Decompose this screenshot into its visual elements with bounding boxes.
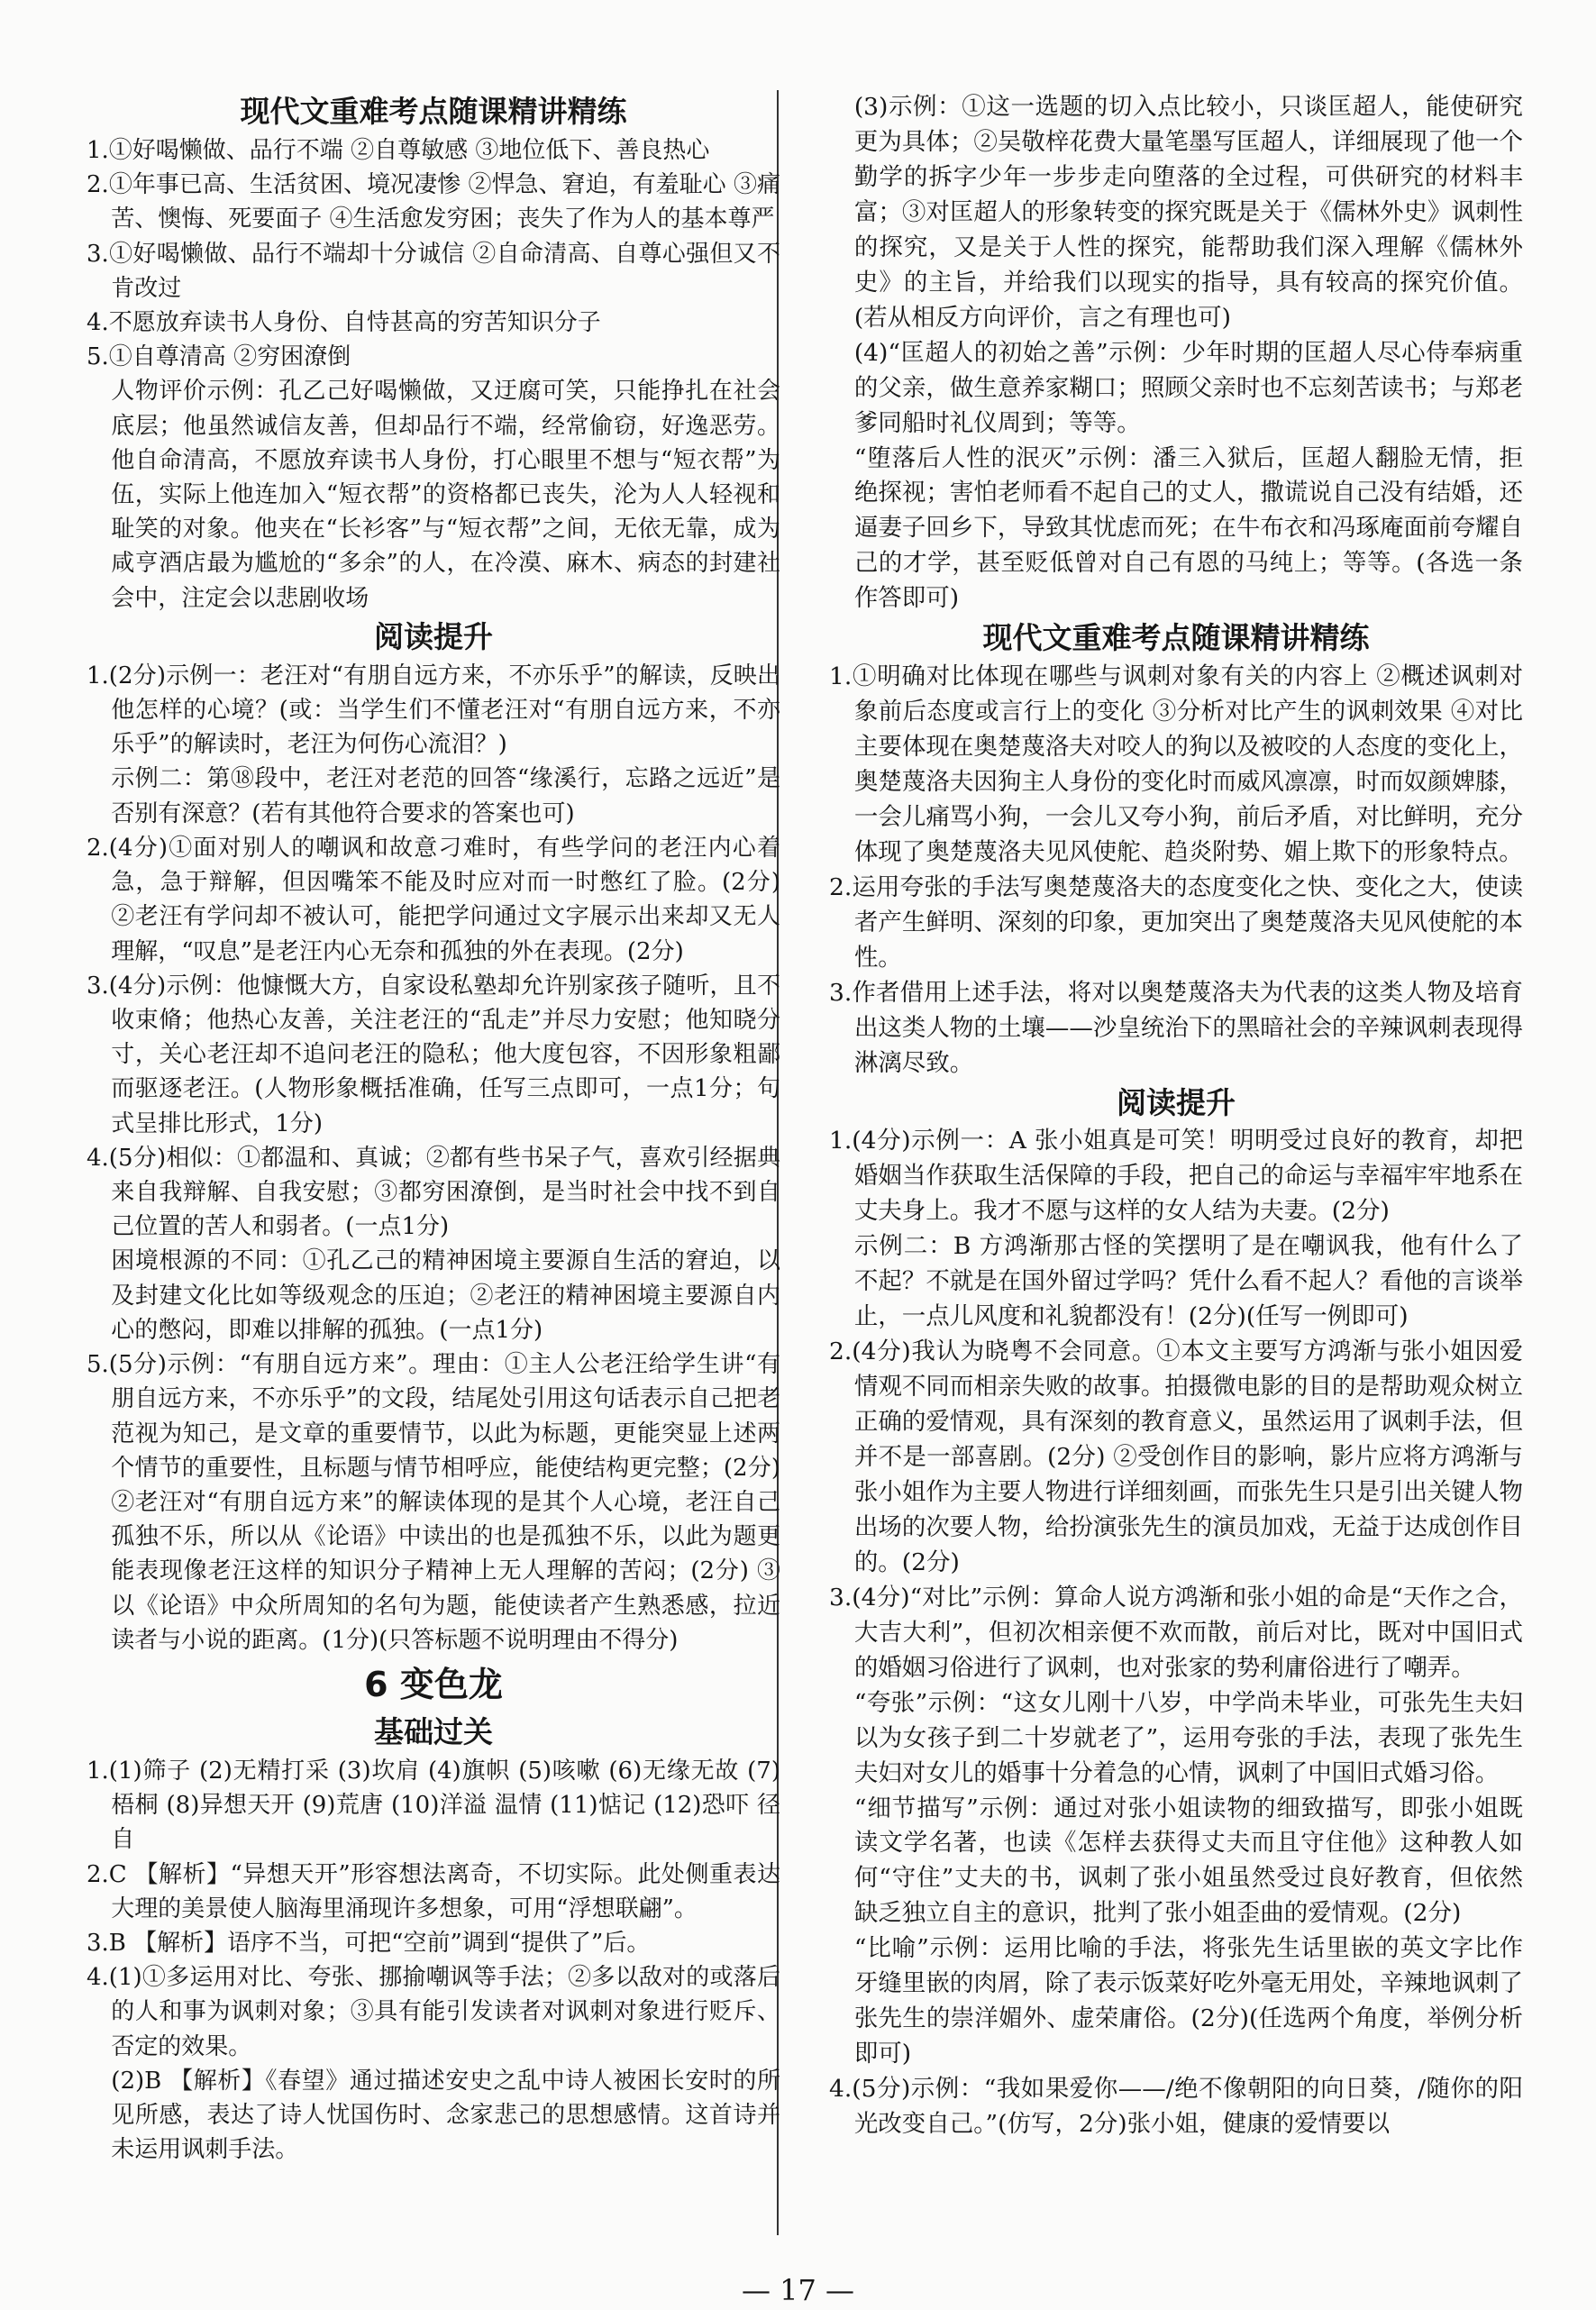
left-column <box>87 90 780 2168</box>
answer-item: 5.①自尊清高 ②穷困潦倒 <box>87 343 351 371</box>
answer-continuation: “细节描写”示例：通过对张小姐读物的细致描写，即张小姐既读文学名著，也读《怎样去获得丈夫而且守住他》这种教人如何“守住”丈夫的书，讽刺了张小姐虽然受过良好教育，但依然缺乏独立自主的意识，批判了张小姐歪曲的爱情观。(2分) <box>853 1794 1523 1928</box>
section-heading: 现代文重难考点随课精讲精练 <box>982 620 1370 656</box>
lesson-title: 6 变色龙 <box>364 1665 503 1705</box>
answer-continuation: (4)“匡超人的初始之善”示例：少年时期的匡超人尽心侍奉病重的父亲，做生意养家糊口；照顾父亲时也不忘刻苦读书；与郑老爹同船时礼仪周到；等等。 <box>853 338 1523 437</box>
answer-item: 2.运用夸张的手法写奥楚蔑洛夫的态度变化之快、变化之大，使读者产生鲜明、深刻的印象，更加突出了奥楚蔑洛夫见风使舵的本性。 <box>829 872 1523 972</box>
answer-continuation: 人物评价示例：孔乙己好喝懒做，又迂腐可笑，只能挣扎在社会底层；他虽然诚信友善，但却品行不端，经常偷窃，好逸恶劳。他自命清高，不愿放弃读书人身份，打心眼里不想与“短衣帮”为伍，实际上他连加入“短衣帮”的资格都已丧失，沦为人人轻视和耻笑的对象。他夹在“长衫客”与“短衣帮”之间，无依无靠，成为咸亨酒店最为尴尬的“多余”的人，在冷漠、麻木、病态的封建社会中，注定会以悲剧收场 <box>111 378 780 612</box>
answer-continuation: 困境根源的不同：①孔乙己的精神困境主要源自生活的窘迫，以及封建文化比如等级观念的压迫；②老汪的精神困境主要源自内心的憋闷，即难以排解的孤独。(一点1分) <box>111 1247 780 1344</box>
answer-item: 1.(1)筛子 (2)无精打采 (3)坎肩 (4)旗帜 (5)咳嗽 (6)无缘无故 (7)梧桐 (8)异想天开 (9)荒唐 (10)洋溢 温情 (11)惦记 (12)恐吓 径自 <box>87 1757 780 1854</box>
answer-item: 2.(4分)①面对别人的嘲讽和故意刁难时，有些学问的老汪内心着急，急于辩解，但因嘴笨不能及时应对而一时憋红了脸。(2分) ②老汪有学问却不被认可，能把学问通过文字展示出来却又无人理解，“叹息”是老汪内心无奈和孤独的外在表现。(2分) <box>87 834 780 965</box>
answer-item: 5.(5分)示例：“有朋自远方来”。理由：①主人公老汪给学生讲“有朋自远方来，不亦乐乎”的文段，结尾处引用这句话表示自己把老范视为知己，是文章的重要情节，以此为标题，更能突显上述两个情节的重要性，且标题与情节相呼应，能使结构更完整；(2分) ②老汪对“有朋自远方来”的解读体现的是其个人心境，老汪自己孤独不乐，所以从《论语》中读出的也是孤独不乐，以此为题更能表现像老汪这样的知识分子精神上无人理解的苦闷；(2分) ③以《论语》中众所周知的名句为题，能使读者产生熟悉感，拉近读者与小说的距离。(1分)(只答标题不说明理由不得分) <box>87 1351 780 1654</box>
answer-continuation: 示例二：第⑱段中，老汪对老范的回答“缘溪行，忘路之远近”是否别有深意？(若有其他符合要求的答案也可) <box>111 765 780 827</box>
answer-item: 4.不愿放弃读书人身份、自恃甚高的穷苦知识分子 <box>87 308 601 336</box>
section-heading: 基础过关 <box>374 1714 493 1750</box>
answer-continuation: (2)B 【解析】《春望》通过描述安史之乱中诗人被困长安时的所见所感，表达了诗人忧国伤时、念家悲己的思想感情。这首诗并未运用讽刺手法。 <box>111 2067 780 2164</box>
section-heading: 现代文重难考点随课精讲精练 <box>240 94 627 129</box>
answer-item: 2.①年事已高、生活贫困、境况凄惨 ②悍急、窘迫，有羞耻心 ③痛苦、懊悔、死要面子 ④生活愈发穷困；丧失了作为人的基本尊严 <box>87 171 780 233</box>
right-column <box>829 90 1523 2142</box>
answer-item: 3.①好喝懒做、品行不端却十分诚信 ②自命清高、自尊心强但又不肯改过 <box>87 240 780 302</box>
section-heading: 阅读提升 <box>374 618 493 654</box>
answer-continuation: (3)示例：①这一选题的切入点比较小，只谈匡超人，能使研究更为具体；②吴敬梓花费大量笔墨写匡超人，详细展现了他一个勤学的拆字少年一步步走向堕落的全过程，可供研究的材料丰富；③对匡超人的形象转变的探究既是关于《儒林外史》讽刺性的探究，又是关于人性的探究，能帮助我们深入理解《儒林外史》的主旨，并给我们以现实的指导，具有较高的探究价值。(若从相反方向评价，言之有理也可) <box>853 93 1523 332</box>
answer-item: 3.作者借用上述手法，将对以奥楚蔑洛夫为代表的这类人物及培育出这类人物的土壤——沙皇统治下的黑暗社会的辛辣讽刺表现得淋漓尽致。 <box>829 978 1523 1077</box>
answer-item: 1.①好喝懒做、品行不端 ②自尊敏感 ③地位低下、善良热心 <box>87 136 710 164</box>
page-number: — 17 — <box>741 2273 855 2307</box>
answer-item: 1.①明确对比体现在哪些与讽刺对象有关的内容上 ②概述讽刺对象前后态度或言行上的变化 ③分析对比产生的讽刺效果 ④对比主要体现在奥楚蔑洛夫对咬人的狗以及被咬的人态度的变化上，奥楚蔑洛夫因狗主人身份的变化时而威风凛凛，时而奴颜婢膝，一会儿痛骂小狗，一会儿又夸小狗，前后矛盾，对比鲜明，充分体现了奥楚蔑洛夫见风使舵、趋炎附势、媚上欺下的形象特点。 <box>829 662 1523 866</box>
answer-continuation: “堕落后人性的泯灭”示例：潘三入狱后，匡超人翻脸无情，拒绝探视；害怕老师看不起自己的丈人，撒谎说自己没有结婚，还逼妻子回乡下，导致其忧虑而死；在牛布衣和冯琢庵面前夸耀自己的才学，甚至贬低曾对自己有恩的马纯上；等等。(各选一条作答即可) <box>853 443 1523 613</box>
section-heading: 阅读提升 <box>1117 1084 1236 1120</box>
answer-item: 1.(4分)示例一：A 张小姐真是可笑！明明受过良好的教育，却把婚姻当作获取生活保障的手段，把自己的命运与幸福牢牢地系在丈夫身上。我才不愿与这样的女人结为夫妻。(2分) <box>829 1127 1523 1226</box>
answer-item: 4.(5分)示例：“我如果爱你——/绝不像朝阳的向日葵，/随你的阳光改变自己。”(仿写，2分)张小姐，健康的爱情要以 <box>829 2075 1523 2139</box>
answer-item: 2.C 【解析】“异想天开”形容想法离奇，不切实际。此处侧重表达大理的美景使人脑海里涌现许多想象，可用“浮想联翩”。 <box>87 1860 780 1922</box>
answer-item: 2.(4分)我认为晓粤不会同意。①本文主要写方鸿渐与张小姐因爱情观不同而相亲失败的故事。拍摄微电影的目的是帮助观众树立正确的爱情观，具有深刻的教育意义，虽然运用了讽刺手法，但并不是一部喜剧。(2分) ②受创作目的影响，影片应将方鸿渐与张小姐作为主要人物进行详细刻画，而张先生只是引出关键人物出场的次要人物，给扮演张先生的演员加戏，无益于达成创作目的。(2分) <box>829 1338 1523 1576</box>
answer-item: 3.(4分)示例：他慷慨大方，自家设私塾却允许别家孩子随听，且不收束脩；他热心友善，关注老汪的“乱走”并尽力安慰；他知晓分寸，关心老汪却不追问老汪的隐私；他大度包容，不因形象粗鄙而驱逐老汪。(人物形象概括准确，任写三点即可，一点1分；句式呈排比形式，1分) <box>87 972 780 1137</box>
answer-item: 4.(5分)相似：①都温和、真诚；②都有些书呆子气，喜欢引经据典来自我辩解、自我安慰；③都穷困潦倒，是当时社会中找不到自己位置的苦人和弱者。(一点1分) <box>87 1144 780 1241</box>
answer-item: 1.(2分)示例一：老汪对“有朋自远方来，不亦乐乎”的解读，反映出他怎样的心境？(或：当学生们不懂老汪对“有朋自远方来，不亦乐乎”的解读时，老汪为何伤心流泪？) <box>87 662 780 759</box>
answer-item: 4.(1)①多运用对比、夸张、挪揄嘲讽等手法；②多以敌对的或落后的人和事为讽刺对象；③具有能引发读者对讽刺对象进行贬斥、否定的效果。 <box>87 1964 780 2060</box>
answer-continuation: “比喻”示例：运用比喻的手法，将张先生话里嵌的英文字比作牙缝里嵌的肉屑，除了表示饭菜好吃外毫无用处，辛辣地讽刺了张先生的崇洋媚外、虚荣庸俗。(2分)(任选两个角度，举例分析即可) <box>853 1934 1523 2068</box>
answer-continuation: “夸张”示例：“这女儿刚十八岁，中学尚未毕业，可张先生夫妇以为女孩子到二十岁就老了”，运用夸张的手法，表现了张先生夫妇对女儿的婚事十分着急的心情，讽刺了中国旧式婚习俗。 <box>853 1688 1523 1787</box>
answer-continuation: 示例二：B 方鸿渐那古怪的笑摆明了是在嘲讽我，他有什么了不起？不就是在国外留过学吗？凭什么看不起人？看他的言谈举止，一点儿风度和礼貌都没有！(2分)(任写一例即可) <box>853 1232 1523 1331</box>
answer-item: 3.B 【解析】语序不当，可把“空前”调到“提供了”后。 <box>87 1930 651 1958</box>
answer-item: 3.(4分)“对比”示例：算命人说方鸿渐和张小姐的命是“天作之合，大吉大利”，但初次相亲便不欢而散，前后对比，既对中国旧式的婚姻习俗进行了讽刺，也对张家的势利庸俗进行了嘲弄。 <box>829 1583 1523 1682</box>
